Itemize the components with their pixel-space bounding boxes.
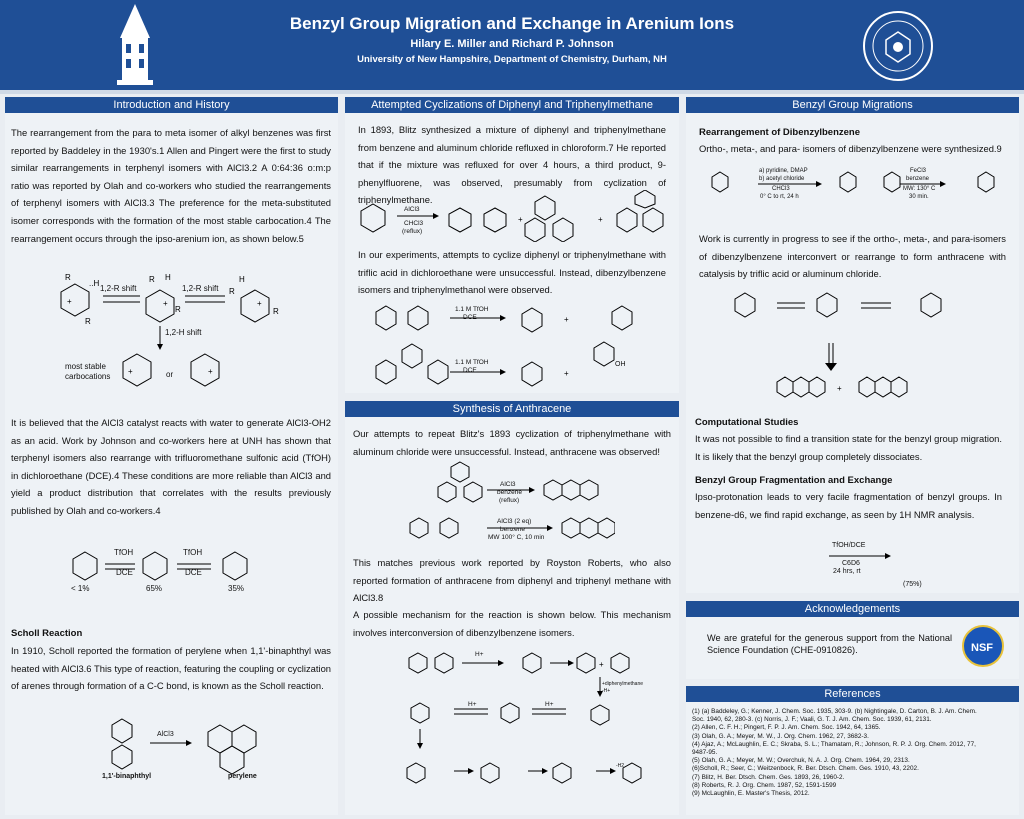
svg-text:H: H [165,273,171,282]
stable-label-2: carbocations [65,372,111,381]
anthr-cond-3: (reflux) [499,497,520,504]
mech-hplus-1: H+ [475,651,484,658]
synth-reagent-7: MW: 130° C [903,186,936,192]
fragmentation-heading: Benzyl Group Fragmentation and Exchange [695,475,893,486]
anthracene-heading: Synthesis of Anthracene [345,401,679,417]
computational-paragraph: It was not possible to find a transition state for the benzyl group migration. It is likely that the benzyl group completely dissociates. [695,433,1002,462]
terphenyl-isomer-scheme [65,538,285,588]
svg-text:+: + [598,215,603,224]
poster-department: University of New Hampshire, Department of Chemistry, Durham, NH [357,54,667,65]
intro-heading: Introduction and History [5,97,338,113]
anthr-cond-5: benzene [500,526,525,533]
reference-item: (1) (a) Baddeley, G.; Kenner, J. Chem. Soc. 1935, 303-9. (b) Nightingale, D. Carton, B. J. Am. Chem. [692,708,977,715]
reference-item: (2) Allen, C. F. H.; Pingert, F. P. J. Am. Chem. Soc. 1942, 64, 1365. [692,724,881,732]
dibenzylbenzene-synthesis-scheme [690,162,1020,212]
scholl-paragraph: In 1910, Scholl reported the formation of perylene when 1,1'-binaphthyl was heated with AlCl3.6 This type of reaction, featuring the coupling or cyclization of arenes through formation of a C-C bond, is known as the Scholl reaction. [11,645,331,692]
para-percent: 35% [228,584,245,593]
svg-text:H: H [239,275,245,284]
svg-text:+: + [837,384,842,393]
svg-text:..H: ..H [89,279,100,288]
university-seal-icon [862,10,934,82]
svg-text:+: + [128,367,133,376]
reference-item: (7) Blitz, H. Ber. Dtsch. Chem. Ges. 1893, 26, 1960-2. [692,773,845,781]
reference-item: (8) Roberts, R. J. Org. Chem. 1987, 52, 1591-1599 [692,781,837,789]
svg-text:+: + [599,660,604,669]
svg-text:R: R [229,287,235,296]
mech-hplus-3: H+ [545,701,554,708]
or-label: or [166,370,174,379]
svg-text:R: R [149,275,155,284]
cyclization-heading: Attempted Cyclizations of Diphenyl and Triphenylmethane [345,97,679,113]
dce-label-2: DCE [185,568,202,577]
benzyl-exchange-scheme [775,530,975,580]
dce-label-1: DCE [116,568,133,577]
perylene-label: perylene [228,773,257,780]
reference-item: Soc. 1940, 62, 280-3. (c) Norris, J. F.; Vaali, G. T. J. Am. Chem. Soc. 1939, 61, 2131. [692,716,932,724]
reference-item: (4) Ajaz, A.; McLaughlin, E. C.; Skraba, S. L.; Thamatam, R.; Johnson, R. P. J. Org. Chem. 2012, 77, [692,740,976,748]
intro-paragraph-2: It is believed that the AlCl3 catalyst reacts with water to generate AlCl3-OH2 as an acid. Work by Johnson and co-workers here at UNH has shown that terphenyl isomers also rearrange with trifluoromethane sulfonic acid (TfOH) in dichloroethane (DCE).4 These conditions are more reliable than AlCl3 and yield a product distribution that correlates with the results previously published by Olah and co-workers.4 [11,417,331,516]
dibenzylbenzene-heading: Rearrangement of Dibenzylbenzene [699,127,861,138]
reference-item: (6)Scholl, R.; Seer, C.; Weitzenbock, R. Ber. Dtsch. Chem. Ges. 1910, 43, 2202. [692,765,919,773]
synth-reagent-5: FeCl3 [910,168,927,174]
synth-reagent-8: 30 min. [909,194,929,200]
tfoh-reaction-scheme [372,298,672,390]
shift-label-3: 1,2-H shift [165,328,202,337]
anthr-cond-4: AlCl3 (2 eq) [497,518,532,525]
synth-reagent-1: a) pyridine, DMAP [759,168,808,174]
anthracene-paragraph-2: This matches previous work reported by Royston Roberts, who also reported formation of anthracene from diphenyl and triphenyl methane with AlCl3.8 [353,557,671,604]
poster-header [0,0,1024,90]
blitz-cond-3: (reflux) [402,228,423,235]
svg-text:+: + [564,315,569,324]
references-list [692,708,1014,798]
binaphthyl-label: 1,1'-binaphthyl [102,773,152,780]
tfoh-label-1: TfOH [114,548,134,557]
svg-text:R: R [65,273,71,282]
anthr-cond-6: MW 100° C, 10 min [488,534,545,541]
exchange-yield: (75%) [903,581,922,588]
dce-label-a: DCE [463,314,477,321]
blitz-cond-1: AlCl3 [404,206,420,213]
synth-reagent-4: 0° C to rt, 24 h [760,194,799,200]
nsf-logo-icon [960,624,1006,668]
anthr-cond-1: AlCl3 [500,481,516,488]
tfoh-label-b: 1.1 M TfOH [455,359,489,366]
hydroxyl-label: OH [615,361,626,368]
svg-text:+: + [518,215,523,224]
svg-text:+: + [208,367,213,376]
meta-percent: 65% [146,584,163,593]
ortho-percent: < 1% [71,584,90,593]
svg-text:R: R [273,307,279,316]
mech-minus-h2: -H2 [616,763,625,769]
reference-item: (5) Olah, G. A.; Meyer, M. W.; Overchuk, N. A. J. Org. Chem. 1964, 29, 2313. [692,757,910,765]
svg-text:R: R [85,317,91,326]
tfoh-label-2: TfOH [183,548,203,557]
reference-item: (9) McLaughlin, E. Master's Thesis, 2012. [692,790,810,798]
shift-label-2: 1,2-R shift [182,284,219,293]
synth-reagent-2: b) acetyl chloride [759,176,805,182]
synth-reagent-3: CHCl3 [772,186,790,192]
refs-heading: References [686,686,1019,702]
synth-reagent-6: benzene [906,176,930,182]
migration-paragraph-1: Ortho-, meta-, and para- isomers of dibenzylbenzene were synthesized.9 [699,143,1002,154]
poster-authors: Hilary E. Miller and Richard P. Johnson [410,38,614,50]
ack-heading: Acknowledgements [686,601,1019,617]
svg-text:+: + [163,299,168,308]
poster-title: Benzyl Group Migration and Exchange in Arenium Ions [289,14,735,33]
computational-heading: Computational Studies [695,417,799,428]
mech-diphenylmethane: +diphenylmethane [602,681,644,687]
blitz-cond-2: CHCl3 [404,220,424,227]
shift-label-1: 1,2-R shift [100,284,137,293]
anthracene-paragraph-3: A possible mechanism for the reaction is shown below. This mechanism involves interconversion of dibenzylbenzene isomers. [353,609,671,638]
svg-text:+: + [257,299,262,308]
scholl-heading: Scholl Reaction [11,628,83,639]
isomer-interconversion-scheme [725,285,985,403]
svg-text:+: + [564,369,569,378]
mech-minus-h: -H+ [602,688,611,694]
migration-paragraph-2: Work is currently in progress to see if the ortho-, meta-, and para-isomers of dibenzylbenzene interconvert or rearrange to form anthracene with catalysis by triflic acid or aluminum chloride. [699,233,1006,280]
header-divider [0,90,1024,94]
anthracene-paragraph-1: Our attempts to repeat Blitz's 1893 cyclization of triphenylmethane with aluminum chloride were unsuccessful. Instead, anthracene was observed! [353,428,671,457]
svg-text:+: + [67,297,72,306]
anthr-cond-2: benzene [497,489,522,496]
dce-label-b: DCE [463,367,477,374]
cyclization-paragraph-2: In our experiments, attempts to cyclize diphenyl or triphenylmethane with triflic acid in dichloroethane were unsuccessful. Instead, dibenzylbenzene isomers and triphenylmethanol were observed. [358,249,666,296]
reference-item: 9487-95. [692,749,718,757]
alcl3-label: AlCl3 [157,731,174,738]
stable-label-1: most stable [65,362,106,371]
reference-item: (3) Olah, G. A.; Meyer, M. W., J. Org. Chem. 1962, 27, 3682-3. [692,732,869,740]
migration-heading: Benzyl Group Migrations [686,97,1019,113]
cyclization-paragraph-1: In 1893, Blitz synthesized a mixture of diphenyl and triphenylmethane from benzene and aluminum chloride refluxed in chloroform.7 He reported that if the mixture was refluxed for over 4 hours, a third product, 9-phenylfluorene, was observed, presumably from cyclization of triphenylmethane. [358,124,666,206]
ack-text: We are grateful for the generous support from the National Science Foundation (CHE-0910826). [707,633,952,655]
svg-text:NSF: NSF [971,642,993,654]
tfoh-label-a: 1.1 M TfOH [455,306,489,313]
svg-text:R: R [175,305,181,314]
exchange-cond-1: TfOH/DCE [832,542,866,549]
exchange-cond-3: 24 hrs, rt [833,568,861,575]
scholl-reaction-scheme [100,715,270,775]
mech-hplus-2: H+ [468,701,477,708]
fragmentation-paragraph: Ipso-protonation leads to very facile fragmentation of benzyl groups. In benzene-d6, we find rapid exchange, as seen by 1H NMR analysis. [695,491,1002,520]
exchange-cond-2: C6D6 [842,560,860,567]
intro-paragraph-1: The rearrangement from the para to meta isomer of alkyl benzenes was first reported by Baddeley in the 1930's.1 Allen and Pingert were the first to study similar rearrangements in terphenyl isomers with AlCl3.2 A 0:64:36 o:m:p ratio was reported by Olah and co-workers who studied the rearrangements of terphenyl isomers with AlCl3.3 The preference for the meta-substituted isomer corresponds with the formation of the most stable carbocation.4 The rearrangement occurs through the ipso-arenium ion, as shown below.5 [11,127,331,244]
